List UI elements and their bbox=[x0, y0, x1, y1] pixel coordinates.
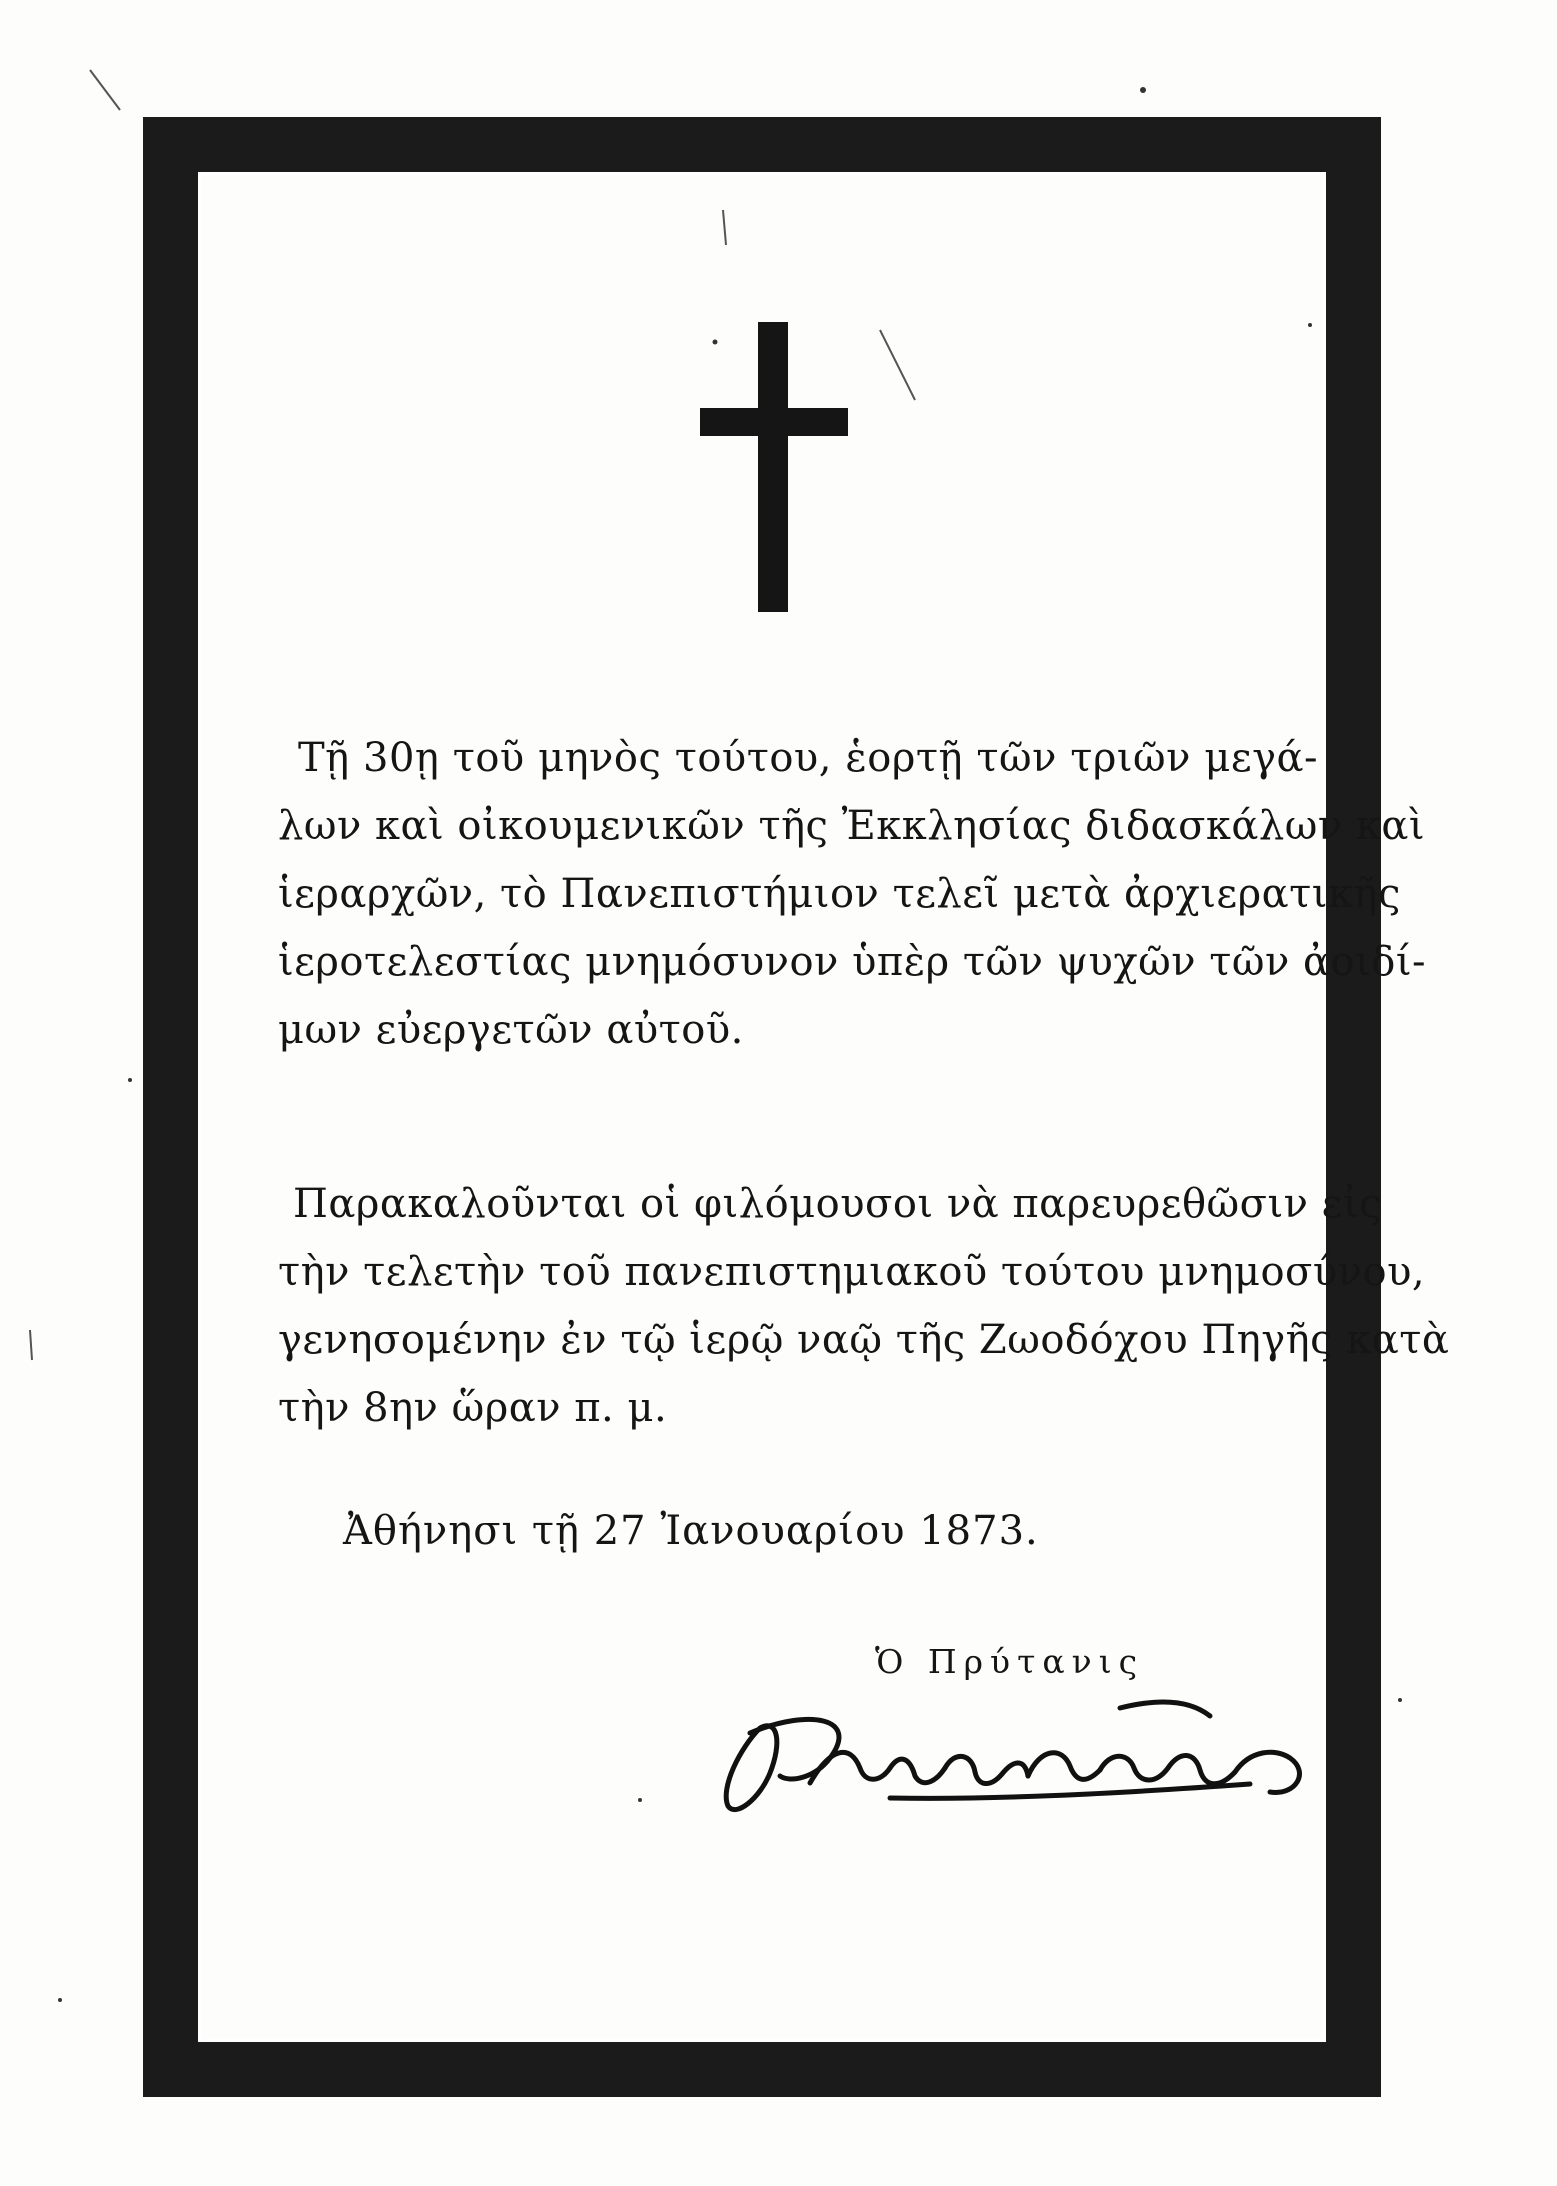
date-line: Ἀθήνησι τῇ 27 Ἰανουαρίου 1873. bbox=[343, 1508, 1039, 1554]
paragraph-line: ἱεροτελεστίας μνημόσυνον ὑπὲρ τῶν ψυχῶν τῶν ἀοιδί- bbox=[278, 939, 1427, 985]
paragraph-line: ἱεραρχῶν, τὸ Πανεπιστήμιον τελεῖ μετὰ ἀρχιερατικῆς bbox=[278, 871, 1401, 917]
handwritten-signature bbox=[690, 1688, 1340, 1828]
paragraph-line: μων εὐεργετῶν αὐτοῦ. bbox=[278, 1007, 744, 1053]
paragraph-line: Τῇ 30ῃ τοῦ μηνὸς τούτου, ἑορτῇ τῶν τριῶν μεγά- bbox=[298, 735, 1318, 781]
paragraph-line: γενησομένην ἐν τῷ ἱερῷ ναῷ τῆς Ζωοδόχου Πηγῆς κατὰ bbox=[278, 1317, 1450, 1363]
paragraph-line: λων καὶ οἰκουμενικῶν τῆς Ἐκκλησίας διδασκάλων καὶ bbox=[278, 803, 1426, 849]
paragraph-line: τὴν 8ην ὥραν π. μ. bbox=[278, 1385, 668, 1431]
paragraph-line: τὴν τελετὴν τοῦ πανεπιστημιακοῦ τούτου μνημοσύνου, bbox=[278, 1249, 1426, 1295]
signatory-title: Ὁ Πρύτανις bbox=[875, 1642, 1145, 1681]
cross-icon-horizontal-bar bbox=[700, 408, 848, 436]
announcement-paragraph bbox=[278, 724, 1427, 1064]
cross-icon-vertical-bar bbox=[758, 322, 788, 612]
invitation-paragraph bbox=[278, 1170, 1450, 1442]
paragraph-line: Παρακαλοῦνται οἱ φιλόμουσοι νὰ παρευρεθῶσιν εἰς bbox=[293, 1181, 1382, 1227]
